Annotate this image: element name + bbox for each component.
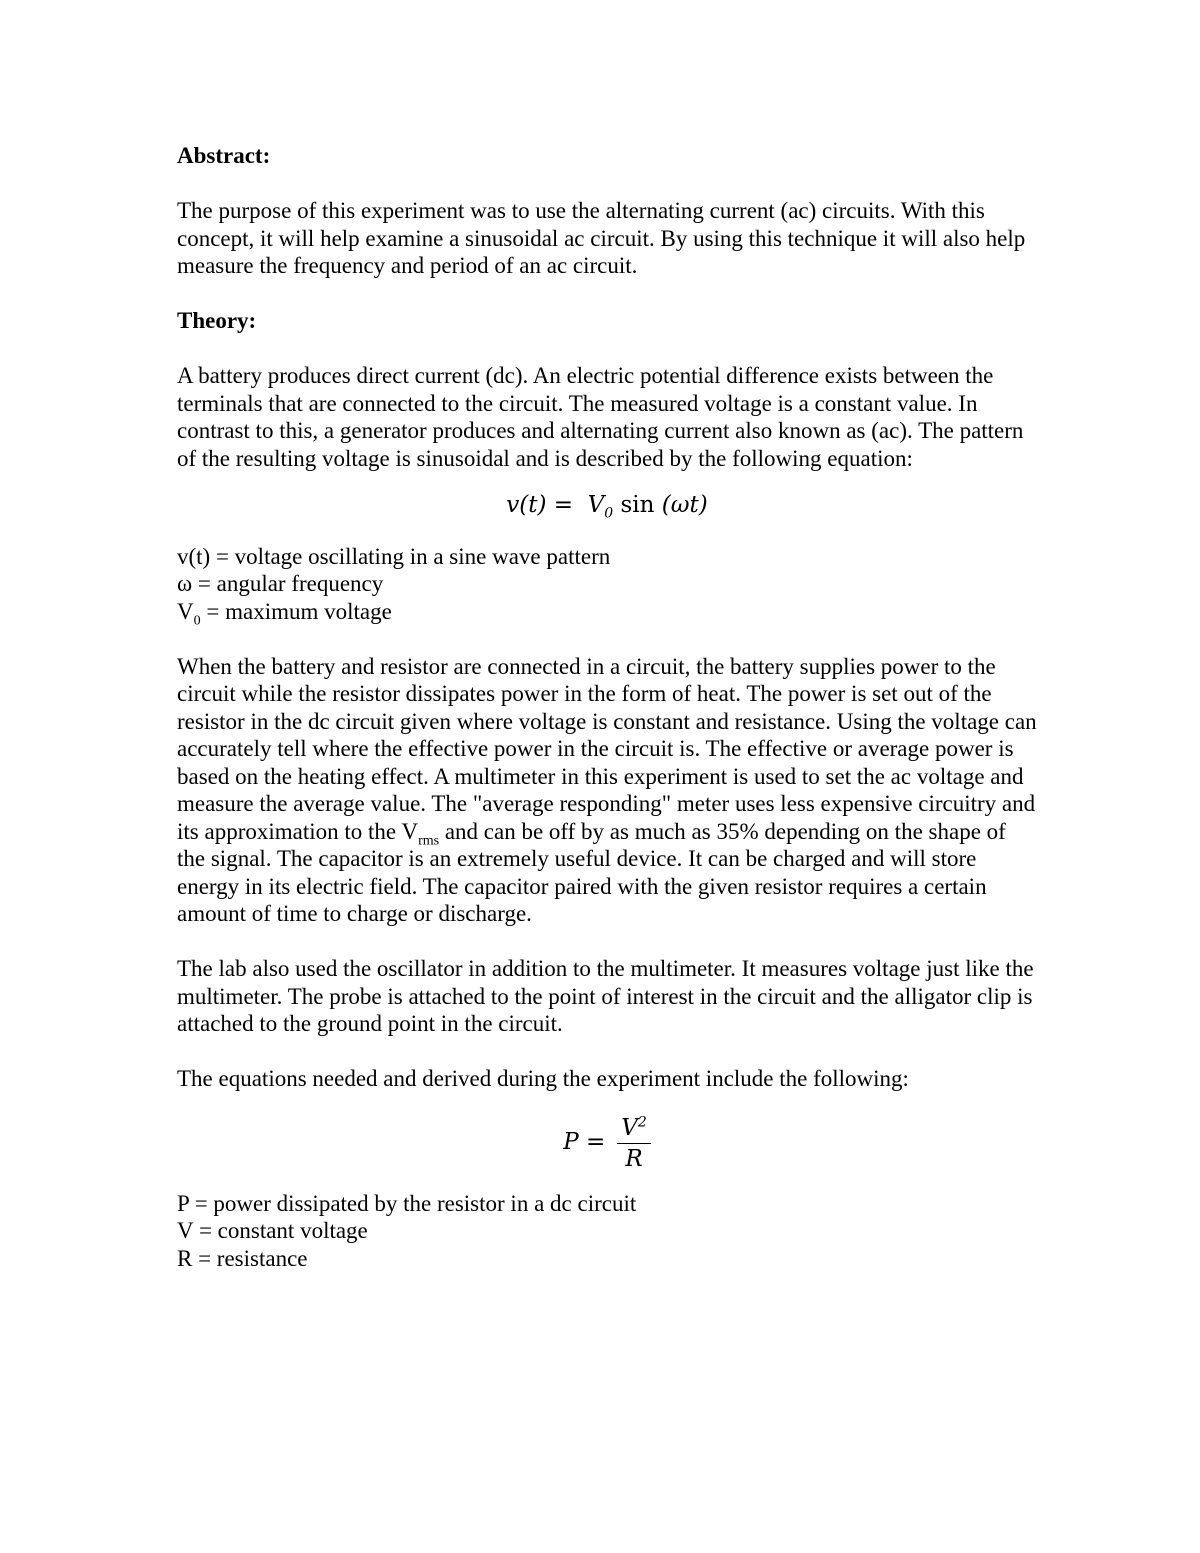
equation-argument: (ωt) [661,492,708,518]
numerator-v: V [621,1114,638,1141]
equation-v0-subscript: 0 [604,505,614,522]
vrms-subscript: rms [418,833,440,849]
abstract-paragraph: The purpose of this experiment was to use the alternating current (ac) circuits. With this concept, it will help examine a sinusoidal ac circuit. By using this technique it will also help measure the frequency and period of an ac circuit. [177,198,1026,278]
theory-paragraph-4: The equations needed and derived during the experiment include the following: [177,1066,909,1091]
equation-lhs: v(t) = [506,492,574,518]
definition-v-t: v(t) = voltage oscillating in a sine wave pattern [177,543,611,569]
equation-sin: sin [620,492,655,518]
equation-v0-symbol: V [587,492,605,518]
sine-voltage-equation [177,492,1037,520]
equation-2-definitions [177,1190,1037,1273]
theory-heading: Theory: [177,308,257,333]
power-denominator: R [625,1145,643,1172]
numerator-exponent: 2 [637,1113,647,1130]
theory-paragraph-1: A battery produces direct current (dc). An electric potential difference exists between the terminals that are connected to the circuit. The measured voltage is a constant value. In contrast to this, a generator produces and alternating current also known as (ac). The pattern of the resulting voltage is sinusoidal and is described by the following equation: [177,363,1024,471]
page-content [177,142,1037,1272]
equation-1-definitions [177,543,1037,629]
definition-r: R = resistance [177,1245,308,1271]
v0-text: = maximum voltage [200,598,392,624]
v0-symbol: V [177,598,194,624]
definition-omega: ω = angular frequency [177,571,384,596]
definition-v0 [177,598,1037,629]
power-equation [177,1113,1037,1174]
definition-v: V = constant voltage [177,1218,368,1243]
power-numerator [617,1113,651,1144]
paragraph-2-part-a: When the battery and resistor are connected in a circuit, the battery supplies power to the circuit while the resistor dissipates power in the form of heat. The power is set out of the resistor in the dc circuit given where voltage is constant and resistance. Using the voltage can accurately tell where the effective power in the circuit is. The effective or average power is based on the heating effect. A multimeter in this experiment is used to set the ac voltage and measure the average value. The "average responding" meter uses less expensive circuitry and its approximation to the V [177,653,1037,844]
v0-subscript: 0 [193,613,201,629]
definition-p: P = power dissipated by the resistor in a dc circuit [177,1190,637,1216]
theory-paragraph-2 [177,653,1037,928]
paragraph-2-part-b: and can be off by as much as 35% depending on the shape of the signal. The capacitor is an extremely useful device. It can be charged and will store energy in its electric field. The capacitor paired with the given resistor requires a certain amount of time to charge or discharge. [177,818,1006,926]
abstract-heading: Abstract: [177,143,271,168]
power-equation-lhs: P = [563,1129,606,1156]
theory-paragraph-3: The lab also used the oscillator in addition to the multimeter. It measures voltage just like the multimeter. The probe is attached to the point of interest in the circuit and the alligator clip is attached to the ground point in the circuit. [177,956,1034,1036]
power-fraction [617,1113,651,1174]
